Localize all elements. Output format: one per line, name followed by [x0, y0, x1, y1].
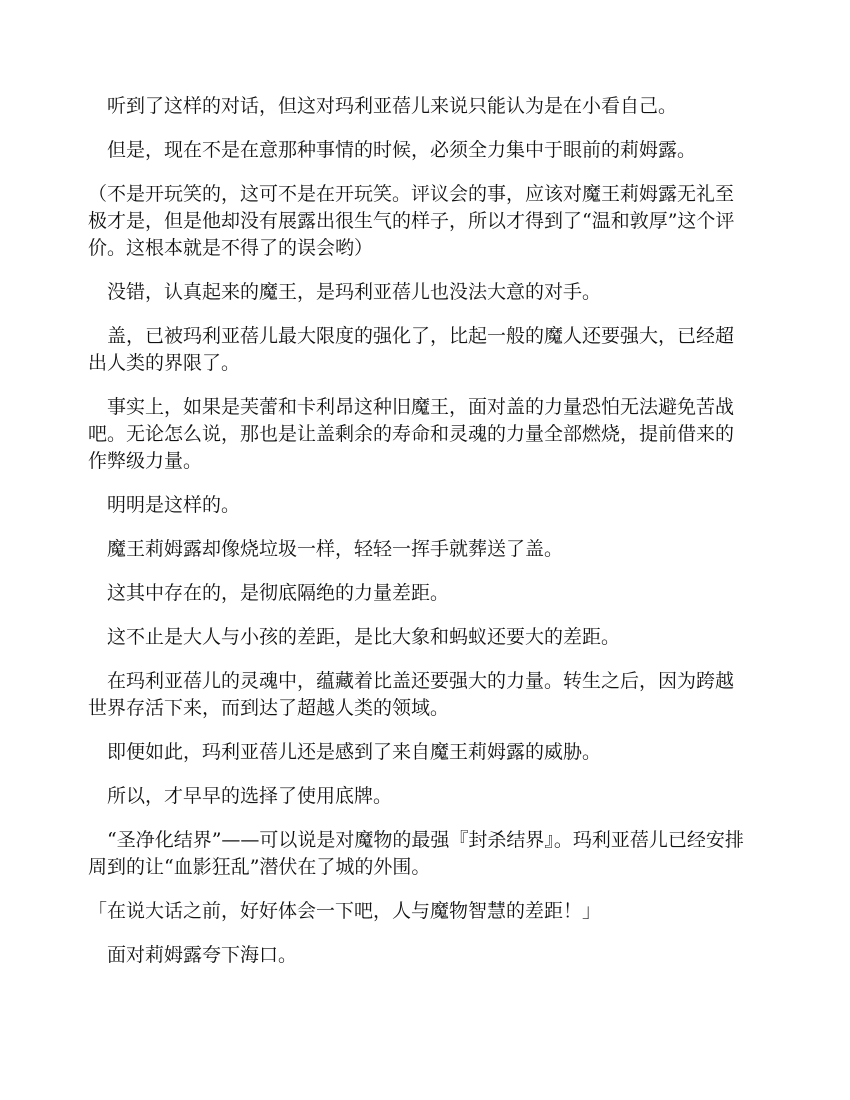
paragraph: 明明是这样的。 — [88, 494, 241, 516]
paragraph: 这其中存在的，是彻底隔绝的力量差距。 — [88, 582, 450, 604]
paragraph: “圣净化结界”——可以说是对魔物的最强『封杀结界』。玛利亚蓓儿已经安排周到的让“血影狂乱”潜伏在了城的外围。 — [88, 829, 744, 878]
paragraph: 盖，已被玛利亚蓓儿最大限度的强化了，比起一般的魔人还要强大，已经超出人类的界限了。 — [88, 325, 735, 374]
paragraph: （不是开玩笑的，这可不是在开玩笑。评议会的事，应该对魔王莉姆露无礼至极才是，但是他却没有展露出很生气的样子，所以才得到了“温和敦厚”这个评价。这根本就是不得了的误会哟） — [88, 183, 735, 259]
paragraph: 但是，现在不是在意那种事情的时候，必须全力集中于眼前的莉姆露。 — [88, 139, 697, 161]
paragraph: 这不止是大人与小孩的差距，是比大象和蚂蚁还要大的差距。 — [88, 626, 621, 648]
document-page — [88, 93, 752, 986]
paragraph: 所以，才早早的选择了使用底牌。 — [88, 785, 393, 807]
paragraph: 听到了这样的对话，但这对玛利亚蓓儿来说只能认为是在小看自己。 — [88, 95, 678, 117]
paragraph: 魔王莉姆露却像烧垃圾一样，轻轻一挥手就葬送了盖。 — [88, 538, 564, 560]
paragraph: 事实上，如果是芙蕾和卡利昂这种旧魔王，面对盖的力量恐怕无法避免苦战吧。无论怎么说，那也是让盖剩余的寿命和灵魂的力量全部燃烧，提前借来的作弊级力量。 — [88, 396, 735, 472]
paragraph: 「在说大话之前，好好体会一下吧，人与魔物智慧的差距！」 — [88, 900, 602, 922]
paragraph: 没错，认真起来的魔王，是玛利亚蓓儿也没法大意的对手。 — [88, 281, 602, 303]
paragraph: 面对莉姆露夸下海口。 — [88, 944, 298, 966]
paragraph: 在玛利亚蓓儿的灵魂中，蕴藏着比盖还要强大的力量。转生之后，因为跨越世界存活下来，而到达了超越人类的领域。 — [88, 670, 735, 719]
paragraph: 即便如此，玛利亚蓓儿还是感到了来自魔王莉姆露的威胁。 — [88, 741, 602, 763]
